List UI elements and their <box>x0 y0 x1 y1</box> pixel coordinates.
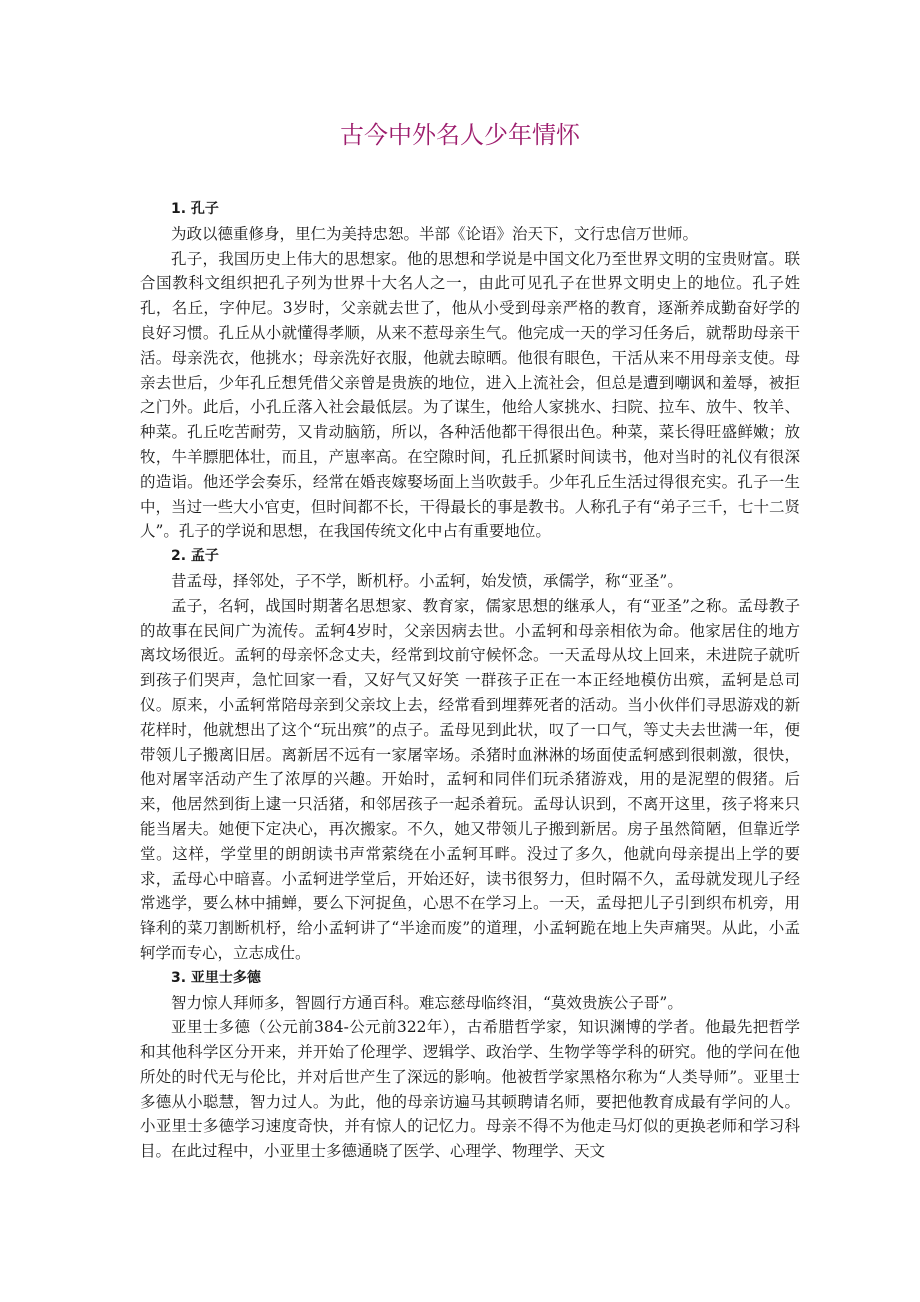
section-verse: 为政以德重修身，里仁为美持忠恕。半部《论语》治天下，文行忠信万世师。 <box>171 224 699 243</box>
section-mencius <box>140 544 800 966</box>
section-body: 孔子，我国历史上伟大的思想家。他的思想和学说是中国文化乃至世界文明的宝贵财富。联合国教科文组织把孔子列为世界十大名人之一，由此可见孔子在世界文明史上的地位。孔子姓孔，名丘，字仲尼。3岁时，父亲就去世了，他从小受到母亲严格的教育，逐渐养成勤奋好学的良好习惯。孔丘从小就懂得孝顺，从来不惹母亲生气。他完成一天的学习任务后，就帮助母亲干活。母亲洗衣，他挑水；母亲洗好衣服，他就去晾晒。他很有眼色，干活从来不用母亲支使。母亲去世后，少年孔丘想凭借父亲曾是贵族的地位，进入上流社会，但总是遭到嘲讽和羞辱，被拒之门外。此后，小孔丘落入社会最低层。为了谋生，他给人家挑水、扫院、拉车、放牛、牧羊、种菜。孔丘吃苦耐劳，又肯动脑筋，所以，各种活他都干得很出色。种菜，菜长得旺盛鲜嫩；放牧，牛羊膘肥体壮，而且，产崽率高。在空隙时间，孔丘抓紧时间读书，他对当时的礼仪有很深的造诣。他还学会奏乐，经常在婚丧嫁娶场面上当吹鼓手。少年孔丘生活过得很充实。孔子一生中，当过一些大小官吏，但时间都不长，干得最长的事是教书。人称孔子有“弟子三千，七十二贤人”。孔子的学说和思想，在我国传统文化中占有重要地位。 <box>140 249 800 541</box>
page-title: 古今中外名人少年情怀 <box>340 121 580 149</box>
document-body <box>140 197 800 1164</box>
section-verse: 智力惊人拜师多，智圆行方通百科。难忘慈母临终泪，“莫效贵族公子哥”。 <box>171 993 683 1012</box>
section-body: 孟子，名轲，战国时期著名思想家、教育家，儒家思想的继承人，有“亚圣”之称。孟母教子的故事在民间广为流传。孟轲4岁时，父亲因病去世。小孟轲和母亲相依为命。他家居住的地方离坟场很近。孟轲的母亲怀念丈夫，经常到坟前守候怀念。一天孟母从坟上回来，未进院子就听到孩子们哭声，急忙回家一看，又好气又好笑 一群孩子正在一本正经地模仿出殡，孟轲是总司仪。原来，小孟轲常陪母亲到父亲坟上去，经常看到埋葬死者的活动。当小伙伴们寻思游戏的新花样时，他就想出了这个“玩出殡”的点子。孟母见到此状，叹了一口气，等丈夫去世满一年，便带领儿子搬离旧居。离新居不远有一家屠宰场。杀猪时血淋淋的场面使孟轲感到很刺激，很快，他对屠宰活动产生了浓厚的兴趣。开始时，孟轲和同伴们玩杀猪游戏，用的是泥塑的假猪。后来，他居然到街上逮一只活猪，和邻居孩子一起杀着玩。孟母认识到，不离开这里，孩子将来只能当屠夫。她便下定决心，再次搬家。不久，她又带领儿子搬到新居。房子虽然简陋，但靠近学堂。这样，学堂里的朗朗读书声常萦绕在小孟轲耳畔。没过了多久，他就向母亲提出上学的要求，孟母心中暗喜。小孟轲进学堂后，开始还好，读书很努力，但时隔不久，孟母就发现儿子经常逃学，要么林中捕蝉，要么下河捉鱼，心思不在学习上。一天，孟母把儿子引到织布机旁，用锋利的菜刀割断机杼，给小孟轲讲了“半途而废”的道理，小孟轲跪在地上失声痛哭。从此，小孟轲学而专心，立志成仕。 <box>140 596 800 962</box>
section-verse: 昔孟母，择邻处，子不学，断机杼。小孟轲，始发愤，承儒学，称“亚圣”。 <box>171 571 683 590</box>
section-heading: 2. 孟子 <box>171 548 219 565</box>
section-confucius <box>140 197 800 544</box>
section-aristotle <box>140 966 800 1164</box>
section-heading: 1. 孔子 <box>171 201 219 217</box>
section-body: 亚里士多德（公元前384-公元前322年），古希腊哲学家，知识渊博的学者。他最先把哲学和其他科学区分开来，并开始了伦理学、逻辑学、政治学、生物学等学科的研究。他的学问在他所处的时代无与伦比，并对后世产生了深远的影响。他被哲学家黑格尔称为“人类导师”。亚里士多德从小聪慧，智力过人。为此，他的母亲访遍马其顿聘请名师，要把他教育成最有学问的人。小亚里士多德学习速度奇快，并有惊人的记忆力。母亲不得不为他走马灯似的更换老师和学习科目。在此过程中，小亚里士多德通晓了医学、心理学、物理学、天文 <box>140 1018 800 1161</box>
section-heading: 3. 亚里士多德 <box>171 969 261 986</box>
